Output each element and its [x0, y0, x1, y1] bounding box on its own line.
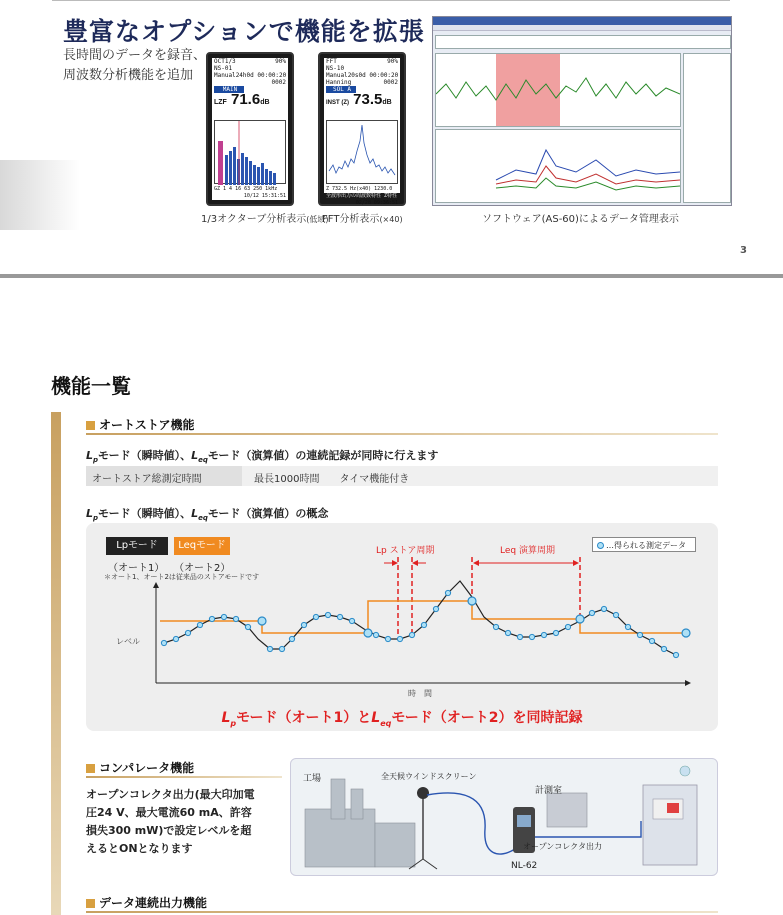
concept-l2: L — [191, 507, 199, 520]
lp-sample-point — [445, 590, 450, 595]
comparator-rule — [86, 776, 282, 778]
octave-duration: 24h — [235, 72, 247, 79]
trend-trace-blue — [496, 150, 680, 180]
octave-timestamp: 10/12 15:31:51 — [243, 193, 286, 199]
options-heading: 豊富なオプションで機能を拡張 — [63, 17, 425, 46]
octave-setting-name: NS-01 — [214, 65, 233, 72]
fft-mode: Manual — [326, 72, 348, 79]
battery-level: 90% — [275, 58, 286, 65]
comparator-line2: 圧24 V、最大電流60 mA、許容 — [86, 806, 252, 819]
x-axis-label: 時間 — [408, 689, 440, 698]
fft-spectrum-line — [329, 125, 395, 175]
octave-x-ticks: GZ 1 4 16 63 250 1kHz — [214, 186, 278, 192]
lp-sample-point — [279, 646, 284, 651]
page-number: 3 — [740, 245, 747, 256]
software-list-pane — [683, 53, 731, 203]
octave-weighting: LZF — [214, 99, 227, 106]
octave-screen — [212, 58, 288, 200]
concept-l1: L — [86, 507, 94, 520]
octave-count: 0002 — [271, 79, 286, 86]
section-marker-icon — [86, 764, 95, 773]
octave-bar — [237, 159, 240, 185]
lp-sample-point — [185, 630, 190, 635]
autostore-lead — [86, 447, 438, 464]
model-label: NL-62 — [511, 861, 538, 871]
octave-caption — [201, 210, 328, 225]
comparator-heading — [86, 759, 194, 776]
fft-footer — [324, 186, 400, 207]
comparator-figure — [290, 758, 718, 876]
octave-unit: dB — [260, 99, 270, 106]
lead-sub-p: p — [93, 456, 99, 465]
lp-store-period-label: Lp ストア周期 — [376, 546, 435, 556]
lp-sample-point — [209, 616, 214, 621]
concept-sub-eq: eq — [198, 514, 208, 523]
beacon-light-icon — [680, 766, 690, 776]
software-trend-pane — [435, 129, 681, 203]
lp-sample-point — [661, 646, 666, 651]
lp-sample-point — [289, 636, 294, 641]
software-timeline-svg — [436, 54, 680, 126]
result-l1: L — [221, 710, 231, 726]
concept-title — [86, 505, 328, 522]
section-marker-icon — [86, 421, 95, 430]
lp-sample-point — [233, 616, 238, 621]
lp-sample-point — [301, 622, 306, 627]
fft-band-badge: SOL A — [326, 86, 356, 93]
lp-sample-point — [397, 636, 402, 641]
software-caption: ソフトウェア(AS-60)によるデータ管理表示 — [482, 214, 679, 225]
trend-trace-green — [496, 178, 680, 190]
lp-sample-point — [221, 614, 226, 619]
concept-mid1: モード（瞬時値）、 — [98, 507, 192, 520]
measurement-room-icon — [547, 793, 587, 827]
fft-reading — [324, 93, 400, 110]
result-sub-eq: eq — [380, 718, 392, 728]
lead-l1: L — [86, 449, 94, 462]
octave-bar — [229, 151, 232, 185]
fft-spectrum-plot — [326, 120, 398, 184]
lp-sample-point — [637, 632, 642, 637]
lp-sample-point — [673, 652, 678, 657]
decorative-fade — [0, 160, 80, 230]
software-screenshot — [432, 16, 732, 206]
comparator-description — [86, 786, 286, 858]
octave-bar — [249, 161, 252, 185]
octave-bar — [261, 163, 264, 185]
leq-sample-point — [258, 617, 266, 625]
leq-sample-point — [682, 629, 690, 637]
fft-mode-label: FFT — [326, 58, 337, 65]
octave-bar — [265, 169, 268, 185]
fft-value: 73.5 — [353, 91, 383, 108]
fft-count: 0002 — [383, 79, 398, 86]
software-trend-svg — [436, 130, 680, 202]
spec-value: 最長1000時間 タイマ機能付き — [254, 474, 410, 485]
software-titlebar — [433, 17, 731, 25]
lead-mid1: モード（瞬時値）、 — [98, 449, 192, 462]
lp-sample-point — [601, 606, 606, 611]
options-subtext — [63, 46, 206, 86]
auto2-label: （オート2） — [174, 563, 231, 574]
octave-bar — [273, 173, 276, 185]
leq-mode-tag: Leqモード — [174, 537, 230, 555]
comparator-line4: えるとONとなります — [86, 842, 193, 855]
lp-curve — [164, 581, 676, 655]
lp-sample-point — [325, 612, 330, 617]
fft-battery-level: 90% — [387, 58, 398, 65]
windscreen-label: 全天候ウインドスクリーン — [381, 772, 477, 781]
fft-caption-text: FFT分析表示 — [322, 214, 380, 225]
feature-list-heading: 機能一覧 — [51, 374, 131, 398]
simultaneous-record-text — [86, 707, 718, 728]
software-toolbar — [435, 35, 731, 49]
octave-reading — [212, 93, 288, 109]
octave-analyzer-device — [206, 52, 294, 206]
octave-bar — [253, 165, 256, 185]
lp-sample-point — [553, 630, 558, 635]
output-label: オープンコレクタ出力 — [523, 842, 602, 851]
octave-bar — [245, 157, 248, 185]
result-mid1: モード（オート1）と — [236, 710, 372, 726]
lp-sample-point — [649, 638, 654, 643]
concept-mid2: モード（演算値）の概念 — [207, 507, 329, 520]
lp-mode-tag: Lpモード — [106, 537, 168, 555]
fft-timestamp: 02/28 09:36:51 — [355, 200, 398, 206]
panel-alarm-lamp — [667, 803, 679, 813]
previous-page-section — [0, 0, 783, 270]
octave-bar — [257, 167, 260, 185]
autostore-rule — [86, 433, 718, 435]
lead-l2: L — [191, 449, 199, 462]
octave-band-badge: MAIN — [214, 86, 244, 93]
fft-analyzer-device — [318, 52, 406, 206]
autostore-spec-row — [86, 466, 718, 486]
page-separator — [0, 274, 783, 278]
lp-sample-point — [421, 622, 426, 627]
legend-text: …得られる測定データ — [606, 541, 686, 550]
lp-sample-point — [529, 634, 534, 639]
lp-sample-point — [505, 630, 510, 635]
signal-cable — [427, 793, 515, 854]
octave-caption-note: (低域) — [306, 215, 329, 224]
store-mode-note: ＊オート1、オート2は従来品のストアモードです — [104, 573, 260, 581]
octave-bar — [233, 147, 236, 185]
comparator-illustration — [291, 759, 719, 877]
factory-illustration — [305, 779, 415, 867]
windscreen-icon — [417, 787, 429, 799]
lp-sample-point — [385, 636, 390, 641]
fft-elapsed: 0d 00:00:20 — [358, 72, 399, 79]
data-output-rule — [86, 911, 718, 913]
trend-trace-red — [496, 166, 680, 184]
lp-sample-point — [589, 610, 594, 615]
comparator-line3: 損失300 mW)で設定レベルを超 — [86, 824, 252, 837]
octave-spectrum-plot — [214, 120, 286, 184]
octave-value: 71.6 — [231, 91, 261, 108]
leq-sample-point — [576, 615, 584, 623]
fft-line-svg — [327, 121, 399, 185]
y-axis-label: レベル — [116, 637, 140, 646]
software-menubar — [433, 25, 731, 31]
lp-sample-point — [245, 624, 250, 629]
spec-key: オートストア総測定時間 — [86, 466, 242, 486]
software-timeline-pane — [435, 53, 681, 127]
comparator-line1: オープンコレクタ出力(最大印加電 — [86, 788, 255, 801]
lp-sample-point — [433, 606, 438, 611]
octave-footer — [212, 186, 288, 200]
fft-x-ticks: Z 732.5 Hz(x40) 1230.0 — [326, 186, 393, 192]
comparator-title: コンパレータ機能 — [99, 761, 195, 775]
octave-bar — [241, 153, 244, 185]
leq-sample-point — [468, 597, 476, 605]
octave-mode-label: OCT1/3 — [214, 58, 236, 65]
octave-bars-svg — [215, 121, 287, 185]
leq-sample-points — [258, 597, 690, 637]
lp-sample-point — [173, 636, 178, 641]
lp-sample-point — [517, 634, 522, 639]
concept-plot-svg — [86, 523, 718, 707]
result-mid2: モード（オート2）を同時記録 — [391, 710, 583, 726]
lead-sub-eq: eq — [198, 456, 208, 465]
concept-sub-p: p — [93, 514, 99, 523]
leq-sample-point — [364, 629, 372, 637]
octave-elapsed: 0d 00:00:20 — [246, 72, 287, 79]
fft-legend: 全波形出力の周波数特性 Z特性 — [324, 193, 400, 200]
fft-weighting: INST (Z) — [326, 100, 349, 106]
octave-bar — [269, 171, 272, 185]
lp-sample-point — [541, 632, 546, 637]
lp-sample-point — [625, 624, 630, 629]
concept-diagram — [86, 523, 718, 731]
octave-mode: Manual — [214, 72, 236, 79]
fft-setting-name: NS-10 — [326, 65, 345, 72]
lp-sample-point — [337, 614, 342, 619]
data-output-title: データ連続出力機能 — [99, 896, 208, 910]
fft-screen — [324, 58, 400, 206]
lp-sample-point — [565, 624, 570, 629]
gold-sidebar — [51, 412, 61, 915]
tripod-leg — [423, 859, 437, 869]
lp-sample-point — [373, 632, 378, 637]
data-output-heading — [86, 894, 207, 911]
room-label: 計測室 — [535, 786, 563, 796]
top-rule — [52, 0, 730, 1]
warning-panel-icon — [643, 785, 697, 865]
options-subtext-line1: 長時間のデータを録音、 — [63, 48, 207, 63]
lp-sample-point — [197, 622, 202, 627]
leq-period-label: Leq 演算周期 — [500, 546, 555, 556]
fft-unit: dB — [382, 99, 392, 106]
leq-step-line — [160, 601, 686, 633]
fft-caption — [322, 210, 403, 225]
result-l2: L — [371, 710, 381, 726]
fft-duration: 20s — [347, 72, 359, 79]
lead-mid2: モード（演算値）の連続記録が同時に行えます — [207, 449, 439, 462]
lp-sample-point — [349, 618, 354, 623]
lp-sample-point — [493, 624, 498, 629]
autostore-heading — [86, 416, 195, 433]
octave-caption-text: 1/3オクターブ分析表示 — [201, 214, 307, 225]
lp-sample-point — [161, 640, 166, 645]
auto1-label: （オート1） — [108, 563, 165, 574]
factory-label: 工場 — [303, 774, 322, 784]
meter-screen — [517, 815, 531, 827]
lp-sample-point — [313, 614, 318, 619]
autostore-title: オートストア機能 — [99, 418, 195, 432]
octave-bar — [218, 141, 223, 185]
octave-bar — [225, 155, 228, 185]
result-sub-p: p — [230, 718, 237, 728]
fft-window: Hanning — [326, 79, 352, 86]
fft-caption-note: (×40) — [379, 215, 403, 224]
lp-sample-point — [613, 612, 618, 617]
section-marker-icon — [86, 899, 95, 908]
options-subtext-line2: 周波数分析機能を追加 — [63, 68, 194, 83]
lp-sample-point — [267, 646, 272, 651]
lp-sample-point — [409, 632, 414, 637]
